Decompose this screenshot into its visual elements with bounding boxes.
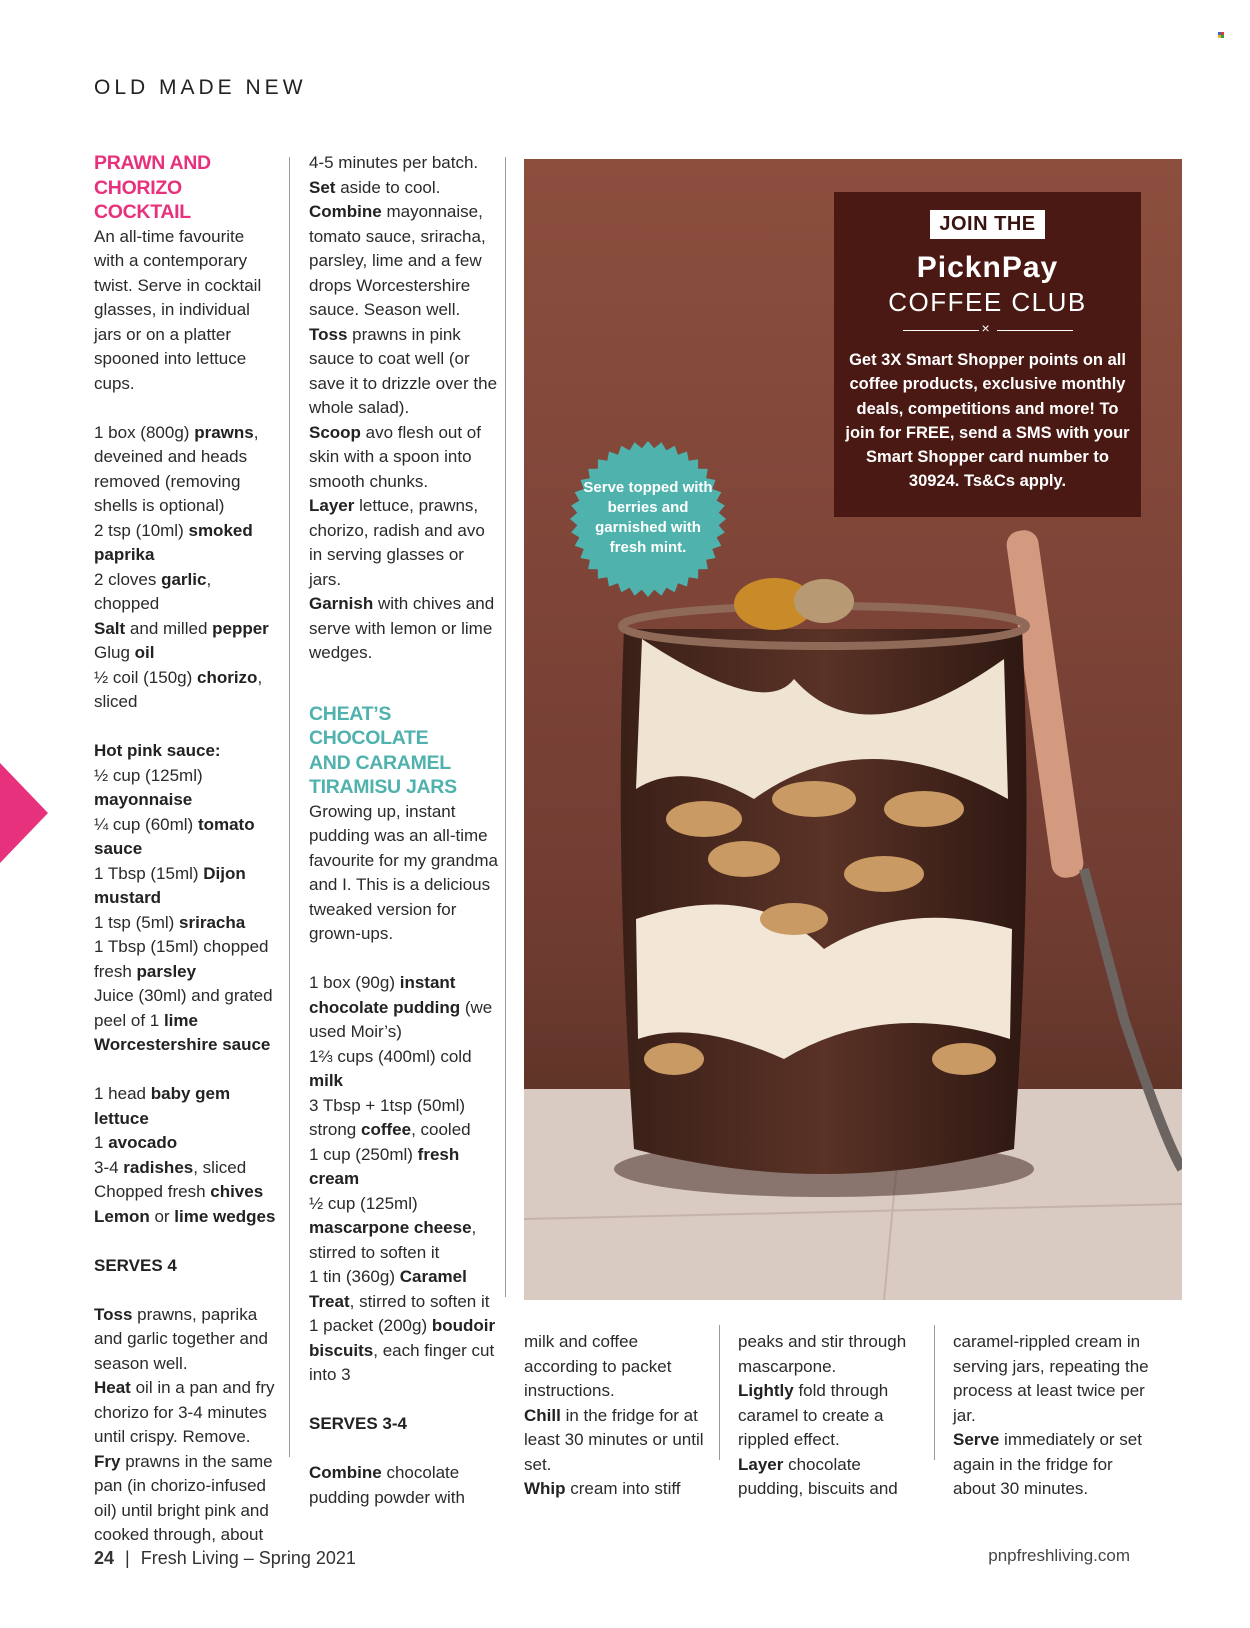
method-step: caramel-rippled cream in serving jars, repeating the process at least twice per jar. bbox=[953, 1332, 1149, 1425]
method-step: Serve immediately or set again in the fridge for about 30 minutes. bbox=[953, 1430, 1142, 1498]
recipe-2-intro: Growing up, instant pudding was an all-time favourite for my grandma and I. This is a delicious tweaked version for grown-ups. bbox=[309, 801, 498, 943]
ingredient: 1 packet (200g) boudoir biscuits, each finger cut into 3 bbox=[309, 1316, 496, 1384]
ingredient: 1 head baby gem lettuce bbox=[94, 1084, 231, 1128]
ingredient: 3 Tbsp + 1tsp (50ml) strong coffee, cooled bbox=[309, 1095, 471, 1139]
promo-separator bbox=[903, 322, 1073, 338]
recipe-1-intro: An all-time favourite with a contemporary twist. Serve in cocktail glasses, in individual jars or on a platter spooned into lettuce cups. bbox=[94, 226, 262, 393]
column-5 bbox=[953, 1330, 1153, 1502]
corner-mark bbox=[1218, 32, 1224, 38]
ingredient: Chopped fresh chives bbox=[94, 1182, 264, 1201]
recipe-2-title-line: CHOCOLATE bbox=[309, 727, 429, 749]
ingredient: 1 Tbsp (15ml) Dijon mustard bbox=[94, 863, 246, 907]
column-rule bbox=[289, 157, 290, 1457]
column-rule bbox=[719, 1325, 720, 1460]
ingredient: 1 avocado bbox=[94, 1133, 178, 1152]
promo-join-label: JOIN THE bbox=[930, 210, 1044, 239]
ingredient: 1⅔ cups (400ml) cold milk bbox=[309, 1046, 472, 1090]
ingredient: Glug oil bbox=[94, 643, 155, 662]
page-footer bbox=[94, 1548, 356, 1569]
ingredient: 1 tin (360g) Caramel Treat, stirred to soften it bbox=[309, 1267, 490, 1311]
publication-name: Fresh Living – Spring 2021 bbox=[140, 1548, 356, 1568]
ingredient: Worcestershire sauce bbox=[94, 1035, 271, 1054]
ingredient: Lemon or lime wedges bbox=[94, 1206, 276, 1226]
ingredient: 3-4 radishes, sliced bbox=[94, 1157, 247, 1177]
close-icon: × bbox=[981, 320, 990, 336]
method-step: Lightly fold through caramel to create a rippled effect. bbox=[738, 1381, 889, 1449]
method-step: Heat oil in a pan and fry chorizo for 3-4 minutes until crispy. Remove. bbox=[94, 1378, 275, 1446]
ingredient: ½ cup (125ml) mascarpone cheese, stirred to soften it bbox=[309, 1193, 477, 1262]
pink-arrow-marker bbox=[0, 763, 48, 863]
method-step: Set aside to cool. bbox=[309, 177, 441, 197]
method-step: Toss prawns, paprika and garlic together and season well. bbox=[94, 1304, 268, 1373]
column-3 bbox=[524, 1330, 714, 1502]
sauce-heading: Hot pink sauce: bbox=[94, 741, 221, 760]
page-number: 24 bbox=[94, 1548, 115, 1568]
ingredient: Juice (30ml) and grated peel of 1 lime bbox=[94, 986, 273, 1030]
method-step: Whip cream into stiff bbox=[524, 1479, 681, 1498]
brand-logo: PicknPay bbox=[916, 251, 1059, 284]
recipe-2-title-line: CHEAT’S bbox=[309, 702, 392, 725]
ingredient: ½ cup (125ml) mayonnaise bbox=[94, 765, 203, 809]
recipe-1-title-line: PRAWN AND bbox=[94, 152, 211, 174]
ingredient: ¼ cup (60ml) tomato sauce bbox=[94, 814, 255, 858]
ingredient: 1 Tbsp (15ml) chopped fresh parsley bbox=[94, 937, 269, 981]
recipe-2-title-line: AND CARAMEL bbox=[309, 751, 451, 774]
method-step: milk and coffee according to packet instructions. bbox=[524, 1332, 672, 1400]
ingredient: 1 box (90g) instant chocolate pudding (we used Moir’s) bbox=[309, 973, 493, 1041]
promo-body: Get 3X Smart Shopper points on all coffee products, exclusive monthly deals, competitions and more! To join for FREE, send a SMS with your Smart Shopper card number to 30924. Ts&Cs apply. bbox=[845, 351, 1130, 491]
ingredient: 1 box (800g) prawns, deveined and heads removed (removing shells is optional) bbox=[94, 422, 259, 515]
footer-divider: | bbox=[125, 1548, 130, 1568]
method-step: Fry prawns in the same pan (in chorizo-infused oil) until bright pink and cooked through, about bbox=[94, 1451, 273, 1544]
website-link[interactable]: pnpfreshliving.com bbox=[988, 1546, 1130, 1565]
recipe-1-title-line: CHORIZO COCKTAIL bbox=[94, 176, 191, 223]
column-1 bbox=[94, 151, 279, 1548]
column-4 bbox=[738, 1330, 928, 1502]
serving-tip-text: Serve topped with berries and garnished with fresh mint. bbox=[583, 479, 713, 556]
column-rule bbox=[934, 1325, 935, 1460]
method-step: Toss prawns in pink sauce to coat well (or save it to drizzle over the whole salad). bbox=[309, 324, 498, 417]
ingredient: ½ coil (150g) chorizo, sliced bbox=[94, 667, 263, 711]
column-2 bbox=[309, 151, 499, 1510]
method-step: Scoop avo flesh out of skin with a spoon into smooth chunks. bbox=[309, 422, 481, 491]
ingredient: 2 cloves garlic, chopped bbox=[94, 569, 212, 613]
recipe-2-serves: SERVES 3-4 bbox=[309, 1414, 407, 1433]
method-step: Combine chocolate pudding powder with bbox=[309, 1463, 465, 1507]
recipe-1-serves: SERVES 4 bbox=[94, 1255, 177, 1275]
method-step: 4-5 minutes per batch. bbox=[309, 153, 479, 172]
section-title: OLD MADE NEW bbox=[94, 76, 307, 99]
promo-club-name: COFFEE CLUB bbox=[888, 287, 1087, 317]
ingredient: 1 cup (250ml) fresh cream bbox=[309, 1144, 460, 1188]
ingredient: 1 tsp (5ml) sriracha bbox=[94, 912, 246, 932]
method-step: peaks and stir through mascarpone. bbox=[738, 1332, 907, 1376]
ingredient: 2 tsp (10ml) smoked paprika bbox=[94, 520, 253, 564]
method-step: Layer lettuce, prawns, chorizo, radish and avo in serving glasses or jars. bbox=[309, 496, 485, 589]
ingredient: Salt and milled pepper bbox=[94, 618, 269, 638]
method-step: Chill in the fridge for at least 30 minutes or until set. bbox=[524, 1405, 704, 1474]
recipe-2-title-line: TIRAMISU JARS bbox=[309, 776, 457, 798]
column-rule bbox=[505, 157, 506, 1297]
method-step: Garnish with chives and serve with lemon or lime wedges. bbox=[309, 594, 495, 662]
coffee-club-promo bbox=[834, 192, 1141, 517]
method-step: Layer chocolate pudding, biscuits and bbox=[738, 1454, 898, 1498]
method-step: Combine mayonnaise, tomato sauce, sriracha, parsley, lime and a few drops Worcestershire sauce. Season well. bbox=[309, 202, 486, 319]
